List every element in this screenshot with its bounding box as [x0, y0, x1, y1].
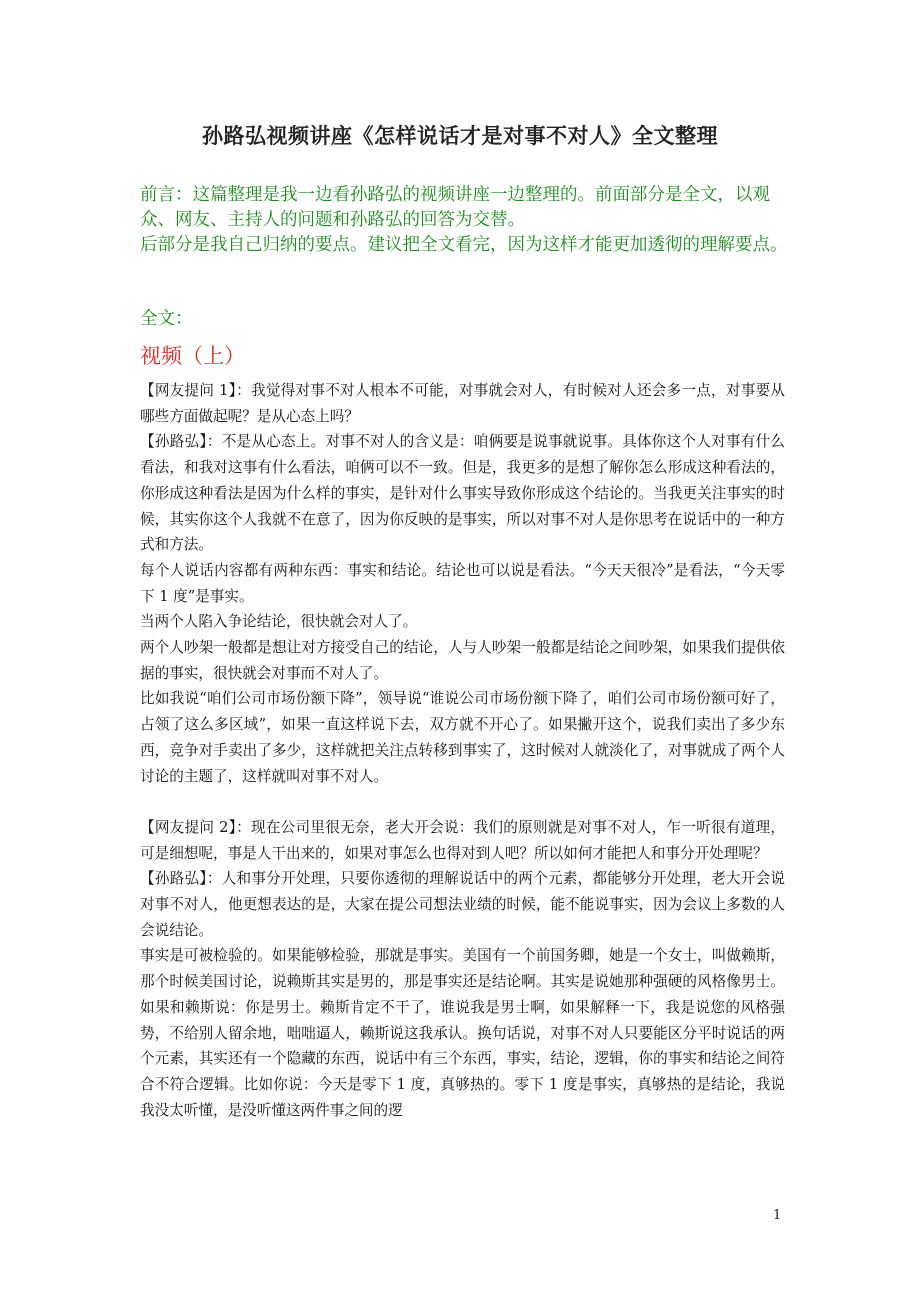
- answer-1-text: ：不是从心态上。对事不对人的含义是：咱俩要是说事就说事。具体你这个人对事有什么看法，和我对这事有什么看法，咱俩可以不一致。但是，我更多的是想了解你怎么形成这种看法的，你形成这种看法是因为什么样的事实，是针对什么事实导致你形成这个结论的。当我更关注事实的时候，其实你这个人我就不在意了，因为你反映的是事实，所以对事不对人是你思考在说话中的一种方式和方法。: [140, 433, 785, 554]
- paragraph-two-things: 每个人说话内容都有两种东西：事实和结论。结论也可以说是看法。“今天天很冷”是看法，“今天零下 1 度”是事实。: [140, 561, 785, 605]
- answer-2: [140, 866, 785, 943]
- answer-1-label: 【孙路弘】: [140, 433, 207, 451]
- paragraph-example: 比如我说“咱们公司市场份额下降”，领导说“谁说公司市场份额下降了，咱们公司市场份额可好了，占领了这么多区域”，如果一直这样说下去，双方就不开心了。如果撇开这个，说我们卖出了多少东西，竞争对手卖出了多少，这样就把关注点转移到事实了，这时候对人就淡化了，对事就成了两个人讨论的主题了，这样就叫对事不对人。: [140, 690, 785, 785]
- paragraph-dispute: 当两个人陷入争论结论，很快就会对人了。: [140, 613, 418, 631]
- question-2: [140, 815, 785, 866]
- question-1-text: ：我觉得对事不对人根本不可能，对事就会对人，有时候对人还会多一点，对事要从哪些方面做起呢？是从心态上吗？: [140, 382, 785, 425]
- paragraph-quarrel: 两个人吵架一般都是想让对方接受自己的结论，人与人吵架一般都是结论之间吵架，如果我们提供依据的事实，很快就会对事而不对人了。: [140, 639, 785, 682]
- paragraph-rice: 事实是可被检验的。如果能够检验，那就是事实。美国有一个前国务卿，她是一个女士，叫做赖斯，那个时候美国讨论，说赖斯其实是男的，那是事实还是结论啊。其实是说她那种强硬的风格像男士。如果和赖斯说：你是男士。赖斯肯定不干了，谁说我是男士啊，如果解释一下，我是说您的风格强势，不给别人留余地，咄咄逼人，赖斯说这我承认。换句话说，对事不对人只要能区分平时说话的两个元素，其实还有一个隐藏的东西，说话中有三个东西，事实，结论，逻辑，你的事实和结论之间符合不符合逻辑。比如你说：今天是零下 1 度，真够热的。零下 1 度是事实，真够热的是结论，我说我没太听懂，是没听懂这两件事之间的逻: [140, 947, 785, 1119]
- question-1-label: 【网友提问 1】: [140, 382, 237, 399]
- answer-2-label: 【孙路弘】: [140, 870, 207, 888]
- question-2-text: ：现在公司里很无奈，老大开会说：我们的原则就是对事不对人，乍一听很有道理，可是细想呢，事是人干出来的，如果对事怎么也得对到人吧？所以如何才能把人和事分开处理呢？: [140, 818, 785, 862]
- question-2-label: 【网友提问 2】: [140, 818, 237, 836]
- document-title: 孙路弘视频讲座《怎样说话才是对事不对人》全文整理: [202, 124, 718, 148]
- body-text: [140, 378, 785, 1123]
- section-heading: 视频（上）: [140, 344, 245, 368]
- answer-1: [140, 429, 785, 558]
- question-1: [140, 378, 785, 429]
- answer-2-text: ：人和事分开处理，只要你透彻的理解说话中的两个元素，都能够分开处理，老大开会说对事不对人，他更想表达的是，大家在提公司想法业绩的时候，能不能说事实，因为会议上多数的人会说结论。: [140, 870, 785, 939]
- paragraph-gap: [140, 789, 785, 815]
- intro-block: [140, 183, 790, 258]
- intro-paragraph-2: 后部分是我自己归纳的要点。建议把全文看完，因为这样才能更加透彻的理解要点。: [140, 235, 788, 255]
- fulltext-label: 全文：: [140, 309, 193, 329]
- intro-paragraph-1: 前言：这篇整理是我一边看孙路弘的视频讲座一边整理的。前面部分是全文，以观众、网友、主持人的问题和孙路弘的回答为交替。: [140, 185, 770, 230]
- page-number: 1: [773, 1208, 782, 1223]
